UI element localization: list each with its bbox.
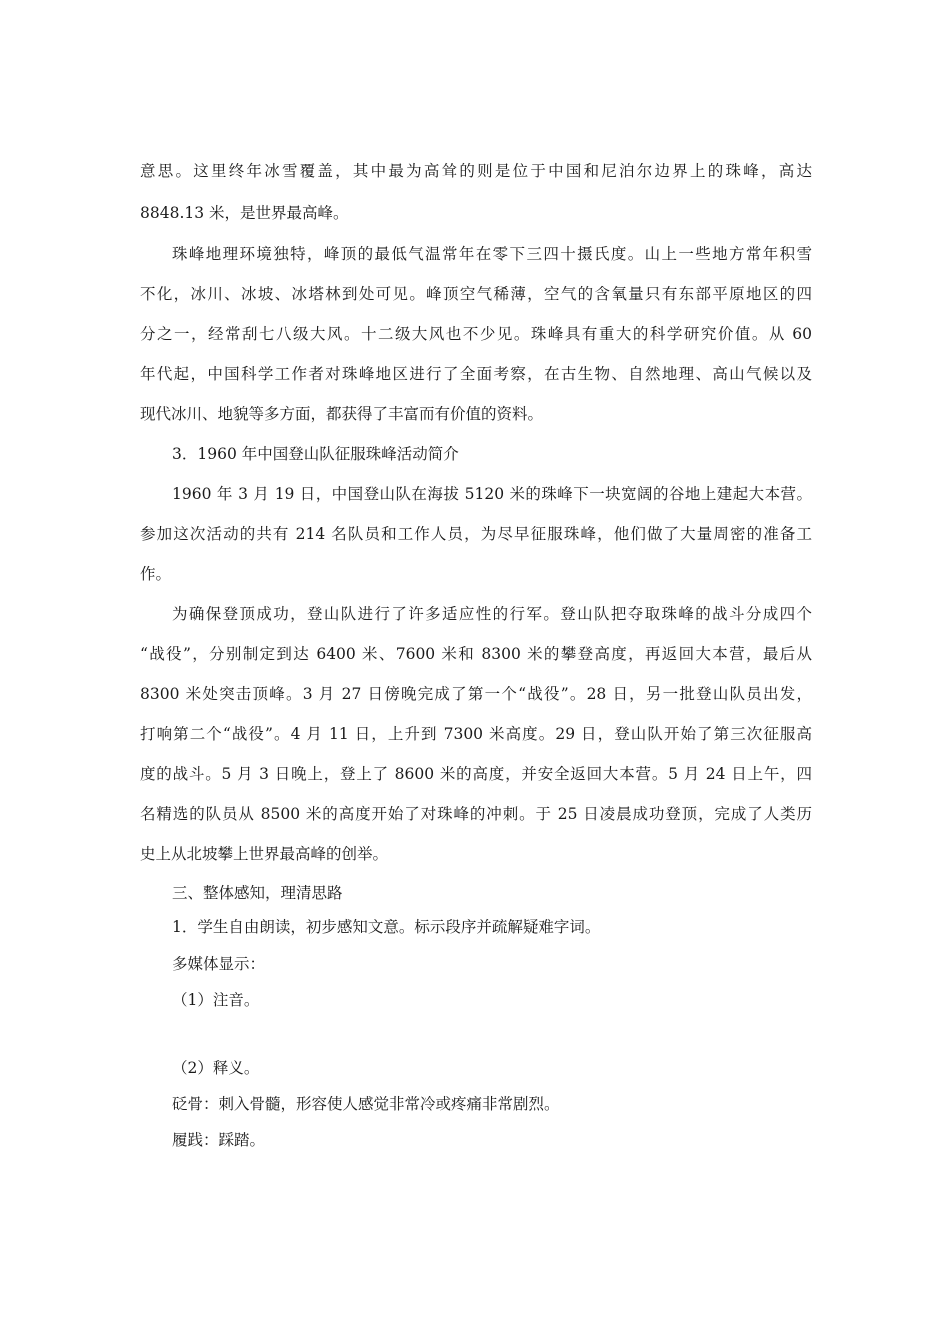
- paragraph-line: 参加这次活动的共有 214 名队员和工作人员，为尽早征服珠峰，他们做了大量周密的准备工: [140, 525, 812, 543]
- paragraph-line: 1960 年 3 月 19 日，中国登山队在海拔 5120 米的珠峰下一块宽阔的谷地上建起大本营。: [172, 485, 812, 503]
- paragraph-line: 不化，冰川、冰坡、冰塔林到处可见。峰顶空气稀薄，空气的含氧量只有东部平原地区的四: [140, 285, 812, 303]
- paragraph-line: 8300 米处突击顶峰。3 月 27 日傍晚完成了第一个“战役”。28 日，另一批登山队员出发，: [140, 685, 812, 703]
- paragraph-line: 现代冰川、地貌等多方面，都获得了丰富而有价值的资料。: [140, 405, 544, 423]
- paragraph-line: 年代起，中国科学工作者对珠峰地区进行了全面考察，在古生物、自然地理、高山气候以及: [140, 365, 812, 383]
- paragraph-line: “战役”，分别制定到达 6400 米、7600 米和 8300 米的攀登高度，再返回大本营，最后从: [140, 645, 812, 663]
- paragraph-line: 意思。这里终年冰雪覆盖，其中最为高耸的则是位于中国和尼泊尔边界上的珠峰，高达: [140, 162, 812, 180]
- paragraph-line: 史上从北坡攀上世界最高峰的创举。: [140, 845, 389, 863]
- list-item: （2）释义。: [172, 1059, 260, 1077]
- paragraph-line: 分之一，经常刮七八级大风。十二级大风也不少见。珠峰具有重大的科学研究价值。从 60: [140, 325, 812, 343]
- paragraph-line: 作。: [140, 565, 172, 583]
- paragraph-line: 8848.13 米，是世界最高峰。: [140, 204, 349, 222]
- definition-item: 砭骨：刺入骨髓，形容使人感觉非常冷或疼痛非常剧烈。: [172, 1095, 560, 1113]
- paragraph-line: 名精选的队员从 8500 米的高度开始了对珠峰的冲刺。于 25 日凌晨成功登顶，完成了人类历: [140, 805, 812, 823]
- definition-item: 履践：踩踏。: [172, 1131, 266, 1149]
- paragraph-line: 珠峰地理环境独特，峰顶的最低气温常年在零下三四十摄氏度。山上一些地方常年积雪: [172, 245, 812, 263]
- list-item: 多媒体显示：: [172, 955, 266, 973]
- paragraph-line: 度的战斗。5 月 3 日晚上，登上了 8600 米的高度，并安全返回大本营。5 月 24 日上午，四: [140, 765, 812, 783]
- section-heading: 三、整体感知，理清思路: [172, 884, 343, 902]
- list-item: 1．学生自由朗读，初步感知文意。标示段序并疏解疑难字词。: [172, 918, 601, 936]
- paragraph-line: 打响第二个“战役”。4 月 11 日，上升到 7300 米高度。29 日，登山队开始了第三次征服高: [140, 725, 812, 743]
- paragraph-line: 为确保登顶成功，登山队进行了许多适应性的行军。登山队把夺取珠峰的战斗分成四个: [172, 605, 812, 623]
- list-item: （1）注音。: [172, 991, 260, 1009]
- section-heading: 3．1960 年中国登山队征服珠峰活动简介: [172, 445, 459, 463]
